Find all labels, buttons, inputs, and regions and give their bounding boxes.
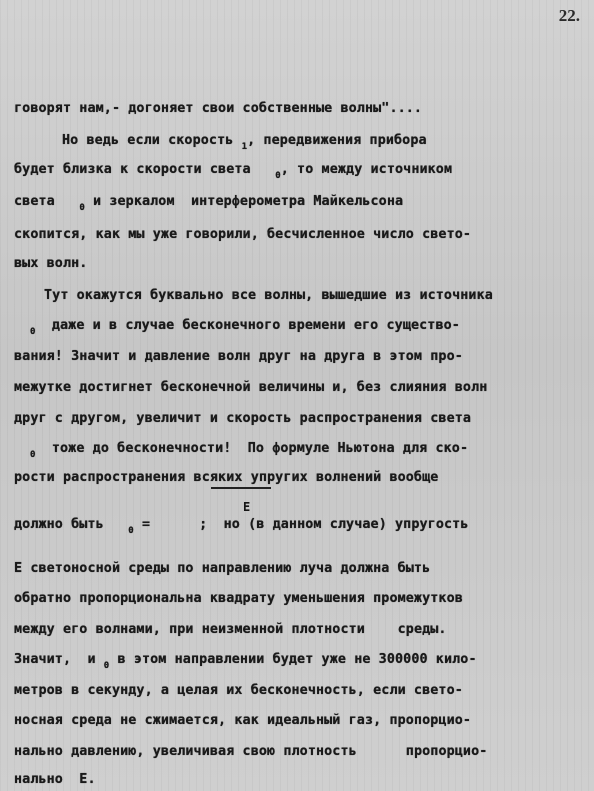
text-line <box>14 683 463 698</box>
line-text: межутке достигнет бесконечной величины и, без слияния волн <box>14 380 488 395</box>
text-line <box>30 318 460 337</box>
text-line <box>14 561 430 576</box>
text-line <box>62 133 427 152</box>
line-text: будет близка к скорости света <box>14 162 251 177</box>
text-line <box>14 713 471 728</box>
text-line <box>14 591 463 606</box>
line-text: среды. <box>397 622 447 637</box>
line-text: Е светоносной среды по направлению луча должна быть <box>14 561 431 576</box>
text-line <box>14 622 447 637</box>
line-text: должно быть <box>14 517 104 532</box>
text-line <box>14 349 463 364</box>
text-line <box>14 162 453 181</box>
line-text: говорят нам,- догоняет свои собственные волны".... <box>14 101 423 116</box>
text-line <box>14 470 438 485</box>
subscript: 0 <box>30 450 36 460</box>
subscript: 1 <box>241 142 248 152</box>
fraction-bar <box>211 487 271 489</box>
subscript: 0 <box>275 171 281 181</box>
line-text: скопится, как мы уже говорили, бесчисленное число свето- <box>14 227 472 242</box>
line-text: вых волн. <box>14 256 88 271</box>
subscript: 0 <box>128 526 134 536</box>
text-line <box>44 288 493 303</box>
text-line <box>14 256 87 271</box>
subscript: 0 <box>103 661 110 671</box>
subscript: 0 <box>30 327 36 337</box>
line-text: носная среда не сжимается, как идеальный газ, пропорцио- <box>14 713 472 728</box>
line-text: Тут окажутся буквально все волны, вышедшие из источника <box>44 288 493 303</box>
line-text: вания! Значит и давление волн друг на друга в этом про- <box>14 349 463 364</box>
text-line <box>14 772 96 787</box>
line-text: тоже до бесконечности! По формуле Ньютона для ско- <box>51 441 469 456</box>
line-text: нально давлению, увеличивая свою плотность <box>14 744 357 759</box>
line-text: Но ведь если скорость <box>62 133 234 148</box>
line-text: нально Е. <box>14 772 96 787</box>
text-line <box>14 744 487 759</box>
text-line <box>14 101 422 116</box>
text-line <box>14 380 487 395</box>
text-line <box>14 194 404 213</box>
line-text: в этом направлении будет уже не 300000 кило- <box>117 652 477 667</box>
text-line <box>14 227 471 242</box>
line-text: даже и в случае бесконечного времени его существо- <box>51 318 460 333</box>
line-text: пропорцио- <box>405 744 488 759</box>
line-text: , передвижения прибора <box>247 133 427 148</box>
text-line <box>30 441 469 460</box>
line-text: друг с другом, увеличит и скорость распространения света <box>14 411 472 426</box>
line-text: Значит, и <box>14 652 96 667</box>
text-line <box>14 652 477 671</box>
text-line <box>14 517 469 536</box>
line-text: рости распространения всяких упругих волнений вообще <box>14 470 439 485</box>
line-text: , то между источником <box>280 162 453 177</box>
line-text: обратно пропорциональна квадрату уменьшения промежутков <box>14 591 463 606</box>
page-number: 22. <box>558 6 580 25</box>
line-text: = <box>141 517 151 532</box>
text-line <box>14 411 471 426</box>
line-text: метров в секунду, а целая их бесконечность, если свето- <box>14 683 463 698</box>
subscript: 0 <box>79 203 85 213</box>
line-text: между его волнами, при неизменной плотности <box>14 622 365 637</box>
fraction-numerator: Е <box>243 500 251 514</box>
line-text: и зеркалом интерферометра Майкельсона <box>93 194 404 209</box>
line-text: ; но (в данном случае) упругость <box>199 517 469 532</box>
line-text: света <box>14 194 55 209</box>
